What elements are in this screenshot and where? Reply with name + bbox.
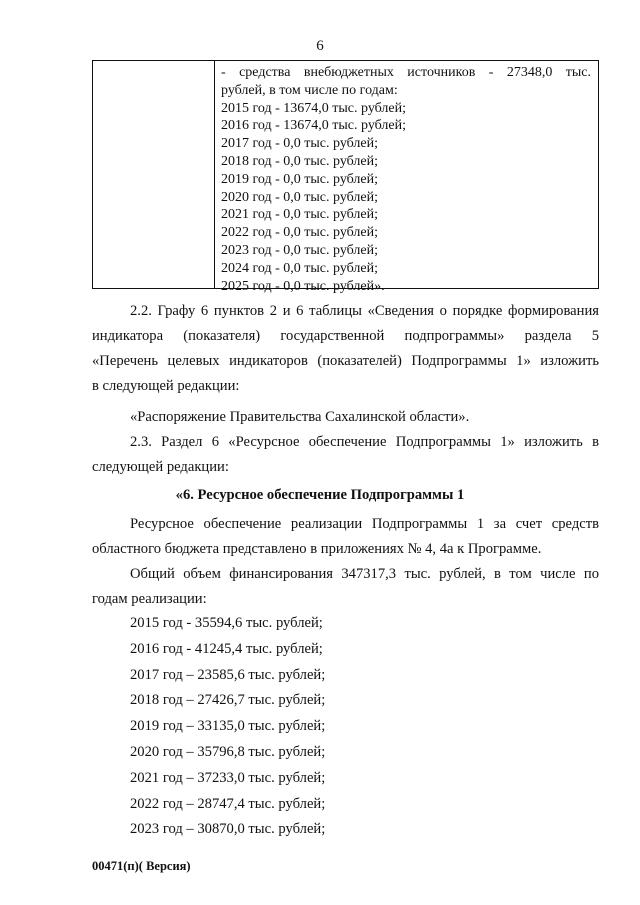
table-year-item: 2016 год - 13674,0 тыс. рублей; (221, 118, 407, 134)
table-year-item: 2022 год - 0,0 тыс. рублей; (221, 225, 379, 241)
funding-year-item: 2016 год - 41245,4 тыс. рублей; (130, 640, 323, 657)
paragraph-line: «Распоряжение Правительства Сахалинской области». (130, 409, 470, 425)
paragraph-resource-support (92, 512, 599, 562)
funding-year-list (130, 611, 325, 843)
paragraph-order-name (92, 405, 599, 430)
paragraph-line: Ресурсное обеспечение реализации Подпрограммы 1 за счет средств (130, 516, 599, 532)
paragraph-line: индикатора (показателя) государственной подпрограммы» раздела 5 (92, 328, 599, 344)
paragraph-line: годам реализации: (92, 591, 207, 607)
paragraph-line: областного бюджета представлено в приложениях № 4, 4а к Программе. (92, 541, 542, 557)
paragraph-line: 2.2. Графу 6 пунктов 2 и 6 таблицы «Сведения о порядке формирования (130, 303, 599, 319)
funding-year-item: 2022 год – 28747,4 тыс. рублей; (130, 795, 326, 812)
funding-year-item: 2018 год – 27426,7 тыс. рублей; (130, 692, 326, 709)
table-year-item: 2020 год - 0,0 тыс. рублей; (221, 189, 379, 205)
page-number: 6 (316, 38, 324, 54)
document-footer-code: 00471(п)( Версия) (92, 859, 191, 873)
funding-year-item: 2019 год – 33135,0 тыс. рублей; (130, 718, 326, 735)
table-year-item: 2017 год - 0,0 тыс. рублей; (221, 136, 379, 152)
section-heading: «6. Ресурсное обеспечение Подпрограммы 1 (175, 487, 465, 503)
table-year-item: 2019 год - 0,0 тыс. рублей; (221, 171, 379, 187)
funding-year-item: 2017 год – 23585,6 тыс. рублей; (130, 666, 326, 683)
table-year-item: 2024 год - 0,0 тыс. рублей; (221, 260, 379, 276)
paragraph-total-funding (92, 562, 599, 612)
table-year-item: 2023 год - 0,0 тыс. рублей; (221, 242, 379, 258)
table-year-item: 2021 год - 0,0 тыс. рублей; (221, 207, 379, 223)
paragraph-2-3 (92, 430, 599, 480)
paragraph-line: Общий объем финансирования 347317,3 тыс. рублей, в том числе по (130, 566, 599, 582)
paragraph-line: в следующей редакции: (92, 378, 240, 394)
table-year-item: 2025 год - 0,0 тыс. рублей». (221, 278, 385, 294)
funding-year-item: 2021 год – 37233,0 тыс. рублей; (130, 769, 326, 786)
table-column-divider (214, 61, 215, 288)
paragraph-2-2 (92, 299, 599, 399)
funding-year-item: 2020 год – 35796,8 тыс. рублей; (130, 743, 326, 760)
paragraph-line: «Перечень целевых индикаторов (показателей) Подпрограммы 1» изложить (92, 353, 599, 369)
funding-table (92, 60, 599, 294)
paragraph-line: следующей редакции: (92, 459, 229, 475)
table-line: рублей, в том числе по годам: (221, 82, 398, 98)
funding-year-item: 2023 год – 30870,0 тыс. рублей; (130, 821, 326, 838)
table-line: - средства внебюджетных источников - 27348,0 тыс. (221, 65, 591, 80)
table-year-item: 2018 год - 0,0 тыс. рублей; (221, 153, 379, 169)
table-year-item: 2015 год - 13674,0 тыс. рублей; (221, 100, 407, 116)
table-cell-funding (221, 64, 591, 295)
funding-year-item: 2015 год - 35594,6 тыс. рублей; (130, 615, 323, 631)
paragraph-line: 2.3. Раздел 6 «Ресурсное обеспечение Подпрограммы 1» изложить в (130, 434, 599, 450)
